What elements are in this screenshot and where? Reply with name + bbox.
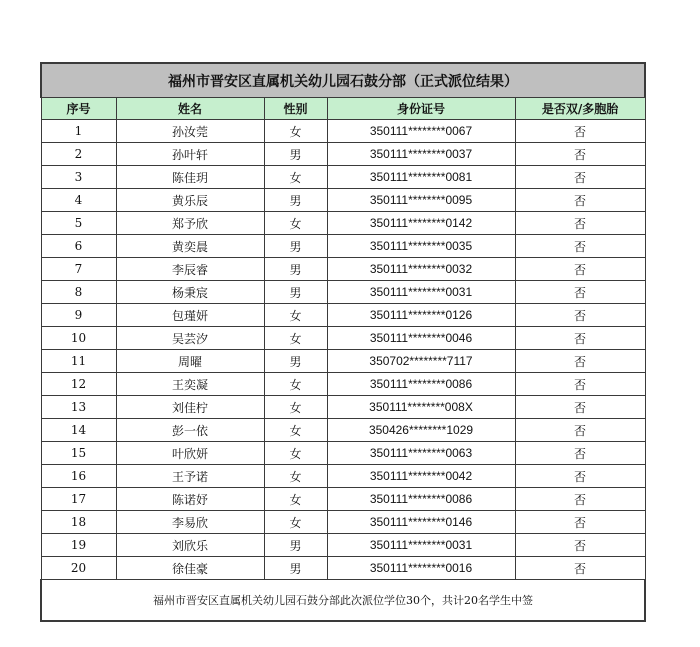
cell-gender: 女 xyxy=(264,304,327,327)
cell-name: 吴芸汐 xyxy=(116,327,264,350)
table-body xyxy=(41,120,645,580)
column-header-id-number: 身份证号 xyxy=(327,98,515,120)
cell-id-number: 350111********0142 xyxy=(327,212,515,235)
cell-twin: 否 xyxy=(515,465,645,488)
cell-id-number: 350426********1029 xyxy=(327,419,515,442)
cell-twin: 否 xyxy=(515,166,645,189)
cell-id-number: 350111********0095 xyxy=(327,189,515,212)
cell-gender: 男 xyxy=(264,281,327,304)
cell-seq: 6 xyxy=(41,235,116,258)
cell-name: 杨秉宸 xyxy=(116,281,264,304)
cell-id-number: 350111********008X xyxy=(327,396,515,419)
cell-twin: 否 xyxy=(515,212,645,235)
table-row xyxy=(41,396,645,419)
cell-twin: 否 xyxy=(515,281,645,304)
table-row xyxy=(41,373,645,396)
cell-seq: 11 xyxy=(41,350,116,373)
cell-seq: 4 xyxy=(41,189,116,212)
cell-name: 徐佳豪 xyxy=(116,557,264,580)
cell-id-number: 350111********0031 xyxy=(327,534,515,557)
cell-twin: 否 xyxy=(515,534,645,557)
cell-twin: 否 xyxy=(515,396,645,419)
cell-gender: 女 xyxy=(264,442,327,465)
cell-name: 彭一依 xyxy=(116,419,264,442)
cell-name: 刘欣乐 xyxy=(116,534,264,557)
cell-id-number: 350702********7117 xyxy=(327,350,515,373)
cell-id-number: 350111********0146 xyxy=(327,511,515,534)
table-row xyxy=(41,304,645,327)
table-row xyxy=(41,120,645,143)
cell-gender: 女 xyxy=(264,465,327,488)
cell-name: 郑予欣 xyxy=(116,212,264,235)
table-title: 福州市晋安区直属机关幼儿园石鼓分部（正式派位结果） xyxy=(41,63,645,98)
table-row xyxy=(41,419,645,442)
cell-seq: 5 xyxy=(41,212,116,235)
cell-seq: 15 xyxy=(41,442,116,465)
cell-twin: 否 xyxy=(515,511,645,534)
cell-twin: 否 xyxy=(515,350,645,373)
column-header-row xyxy=(41,98,645,120)
cell-twin: 否 xyxy=(515,557,645,580)
cell-name: 王予诺 xyxy=(116,465,264,488)
cell-twin: 否 xyxy=(515,373,645,396)
table-row xyxy=(41,258,645,281)
cell-twin: 否 xyxy=(515,304,645,327)
allocation-result-table xyxy=(40,62,646,622)
cell-gender: 男 xyxy=(264,189,327,212)
cell-seq: 7 xyxy=(41,258,116,281)
table-row xyxy=(41,166,645,189)
cell-gender: 女 xyxy=(264,212,327,235)
cell-gender: 男 xyxy=(264,350,327,373)
table-row xyxy=(41,212,645,235)
cell-seq: 3 xyxy=(41,166,116,189)
cell-name: 陈佳玥 xyxy=(116,166,264,189)
cell-twin: 否 xyxy=(515,120,645,143)
column-header-twin: 是否双/多胞胎 xyxy=(515,98,645,120)
cell-seq: 14 xyxy=(41,419,116,442)
cell-id-number: 350111********0035 xyxy=(327,235,515,258)
cell-id-number: 350111********0081 xyxy=(327,166,515,189)
cell-name: 李辰睿 xyxy=(116,258,264,281)
cell-gender: 女 xyxy=(264,120,327,143)
cell-id-number: 350111********0046 xyxy=(327,327,515,350)
cell-twin: 否 xyxy=(515,327,645,350)
cell-twin: 否 xyxy=(515,235,645,258)
cell-gender: 男 xyxy=(264,258,327,281)
cell-seq: 16 xyxy=(41,465,116,488)
table-row xyxy=(41,235,645,258)
cell-name: 叶欣妍 xyxy=(116,442,264,465)
table-row xyxy=(41,350,645,373)
cell-name: 王奕凝 xyxy=(116,373,264,396)
table-row xyxy=(41,488,645,511)
cell-name: 黄奕晨 xyxy=(116,235,264,258)
cell-id-number: 350111********0031 xyxy=(327,281,515,304)
footer-note: 福州市晋安区直属机关幼儿园石鼓分部此次派位学位30个，共计20名学生中签 xyxy=(41,580,645,622)
table-row xyxy=(41,189,645,212)
table-row xyxy=(41,465,645,488)
table-row xyxy=(41,557,645,580)
cell-id-number: 350111********0126 xyxy=(327,304,515,327)
table-row xyxy=(41,281,645,304)
cell-seq: 19 xyxy=(41,534,116,557)
cell-seq: 12 xyxy=(41,373,116,396)
table-row xyxy=(41,511,645,534)
cell-gender: 女 xyxy=(264,488,327,511)
cell-name: 黄乐辰 xyxy=(116,189,264,212)
cell-twin: 否 xyxy=(515,258,645,281)
footer-row xyxy=(41,580,645,622)
cell-gender: 女 xyxy=(264,511,327,534)
cell-seq: 18 xyxy=(41,511,116,534)
cell-name: 孙汝莞 xyxy=(116,120,264,143)
cell-id-number: 350111********0016 xyxy=(327,557,515,580)
cell-seq: 1 xyxy=(41,120,116,143)
cell-twin: 否 xyxy=(515,143,645,166)
cell-id-number: 350111********0032 xyxy=(327,258,515,281)
cell-gender: 女 xyxy=(264,327,327,350)
table-row xyxy=(41,327,645,350)
cell-gender: 女 xyxy=(264,166,327,189)
column-header-seq: 序号 xyxy=(41,98,116,120)
cell-seq: 2 xyxy=(41,143,116,166)
cell-gender: 女 xyxy=(264,373,327,396)
cell-gender: 男 xyxy=(264,557,327,580)
cell-id-number: 350111********0063 xyxy=(327,442,515,465)
cell-name: 陈诺妤 xyxy=(116,488,264,511)
cell-id-number: 350111********0042 xyxy=(327,465,515,488)
cell-seq: 13 xyxy=(41,396,116,419)
cell-name: 包瑾妍 xyxy=(116,304,264,327)
cell-id-number: 350111********0067 xyxy=(327,120,515,143)
cell-gender: 男 xyxy=(264,235,327,258)
table-row xyxy=(41,442,645,465)
column-header-gender: 性别 xyxy=(264,98,327,120)
cell-twin: 否 xyxy=(515,488,645,511)
cell-twin: 否 xyxy=(515,419,645,442)
cell-name: 李易欣 xyxy=(116,511,264,534)
cell-name: 孙叶轩 xyxy=(116,143,264,166)
cell-gender: 女 xyxy=(264,396,327,419)
cell-gender: 男 xyxy=(264,143,327,166)
cell-name: 周曜 xyxy=(116,350,264,373)
cell-name: 刘佳柠 xyxy=(116,396,264,419)
cell-seq: 10 xyxy=(41,327,116,350)
cell-seq: 20 xyxy=(41,557,116,580)
cell-gender: 女 xyxy=(264,419,327,442)
cell-seq: 9 xyxy=(41,304,116,327)
cell-twin: 否 xyxy=(515,442,645,465)
cell-id-number: 350111********0086 xyxy=(327,488,515,511)
table-row xyxy=(41,534,645,557)
cell-id-number: 350111********0086 xyxy=(327,373,515,396)
cell-seq: 8 xyxy=(41,281,116,304)
cell-id-number: 350111********0037 xyxy=(327,143,515,166)
table-row xyxy=(41,143,645,166)
cell-twin: 否 xyxy=(515,189,645,212)
column-header-name: 姓名 xyxy=(116,98,264,120)
cell-gender: 男 xyxy=(264,534,327,557)
table-title-row xyxy=(41,63,645,98)
cell-seq: 17 xyxy=(41,488,116,511)
